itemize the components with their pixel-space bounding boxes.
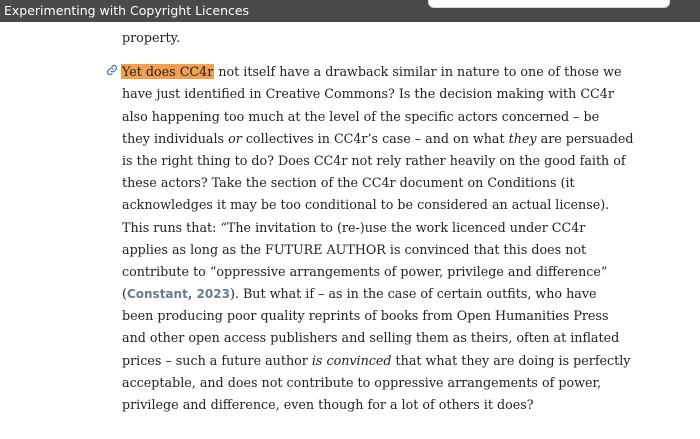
link-icon[interactable] bbox=[106, 64, 118, 76]
paragraph-line: acceptable, and does not contribute to oppressive arrangements of power, bbox=[122, 374, 602, 390]
paragraph-line: applies as long as the FUTURE AUTHOR is convinced that this does not bbox=[122, 241, 587, 257]
paragraph-line: they individuals or collectives in CC4r’s case – and on what they are persuaded bbox=[122, 130, 634, 146]
book-title[interactable]: Experimenting with Copyright Licences bbox=[4, 3, 250, 18]
paragraph-line: been producing poor quality reprints of books from Open Humanities Press bbox=[122, 308, 609, 324]
paragraph-line: prices – such a future author is convinced that what they are doing is perfectly bbox=[122, 352, 631, 368]
paragraph-line: (Constant, 2023). But what if – as in the case of certain outfits, who have bbox=[122, 286, 597, 302]
paragraph-line: acknowledges it may be too conditional to be considered an actual license). bbox=[122, 197, 610, 213]
top-bar bbox=[0, 0, 700, 22]
paragraph-line: is the right thing to do? Does CC4r not rely rather heavily on the good faith of bbox=[122, 152, 626, 168]
paragraph-line: This runs that: “The invitation to (re-)use the work licenced under CC4r bbox=[122, 219, 586, 235]
citation-link[interactable]: Constant, 2023 bbox=[126, 287, 230, 302]
paragraph-line: contribute to “oppressive arrangements of power, privilege and difference” bbox=[122, 263, 608, 279]
paragraph-line: have just identified in Creative Commons? Is the decision making with CC4r bbox=[122, 86, 614, 102]
previous-paragraph-end: property. bbox=[122, 30, 181, 45]
paragraph-line: these actors? Take the section of the CC4r document on Conditions (it bbox=[122, 175, 575, 191]
paragraph bbox=[122, 61, 634, 416]
paragraph-line: and other open access publishers and selling them as theirs, often at inflated bbox=[122, 330, 620, 346]
article-body bbox=[122, 27, 634, 416]
highlighted-text[interactable]: Yet does CC4r bbox=[122, 64, 214, 80]
paragraph-line: Yet does CC4r not itself have a drawback similar in nature to one of those we bbox=[122, 64, 622, 80]
search-input[interactable] bbox=[428, 0, 670, 8]
paragraph-line: privilege and difference, even though for a lot of others it does? bbox=[122, 397, 534, 413]
paragraph-line: also happening too much at the level of the specific actors concerned – be bbox=[122, 108, 600, 124]
